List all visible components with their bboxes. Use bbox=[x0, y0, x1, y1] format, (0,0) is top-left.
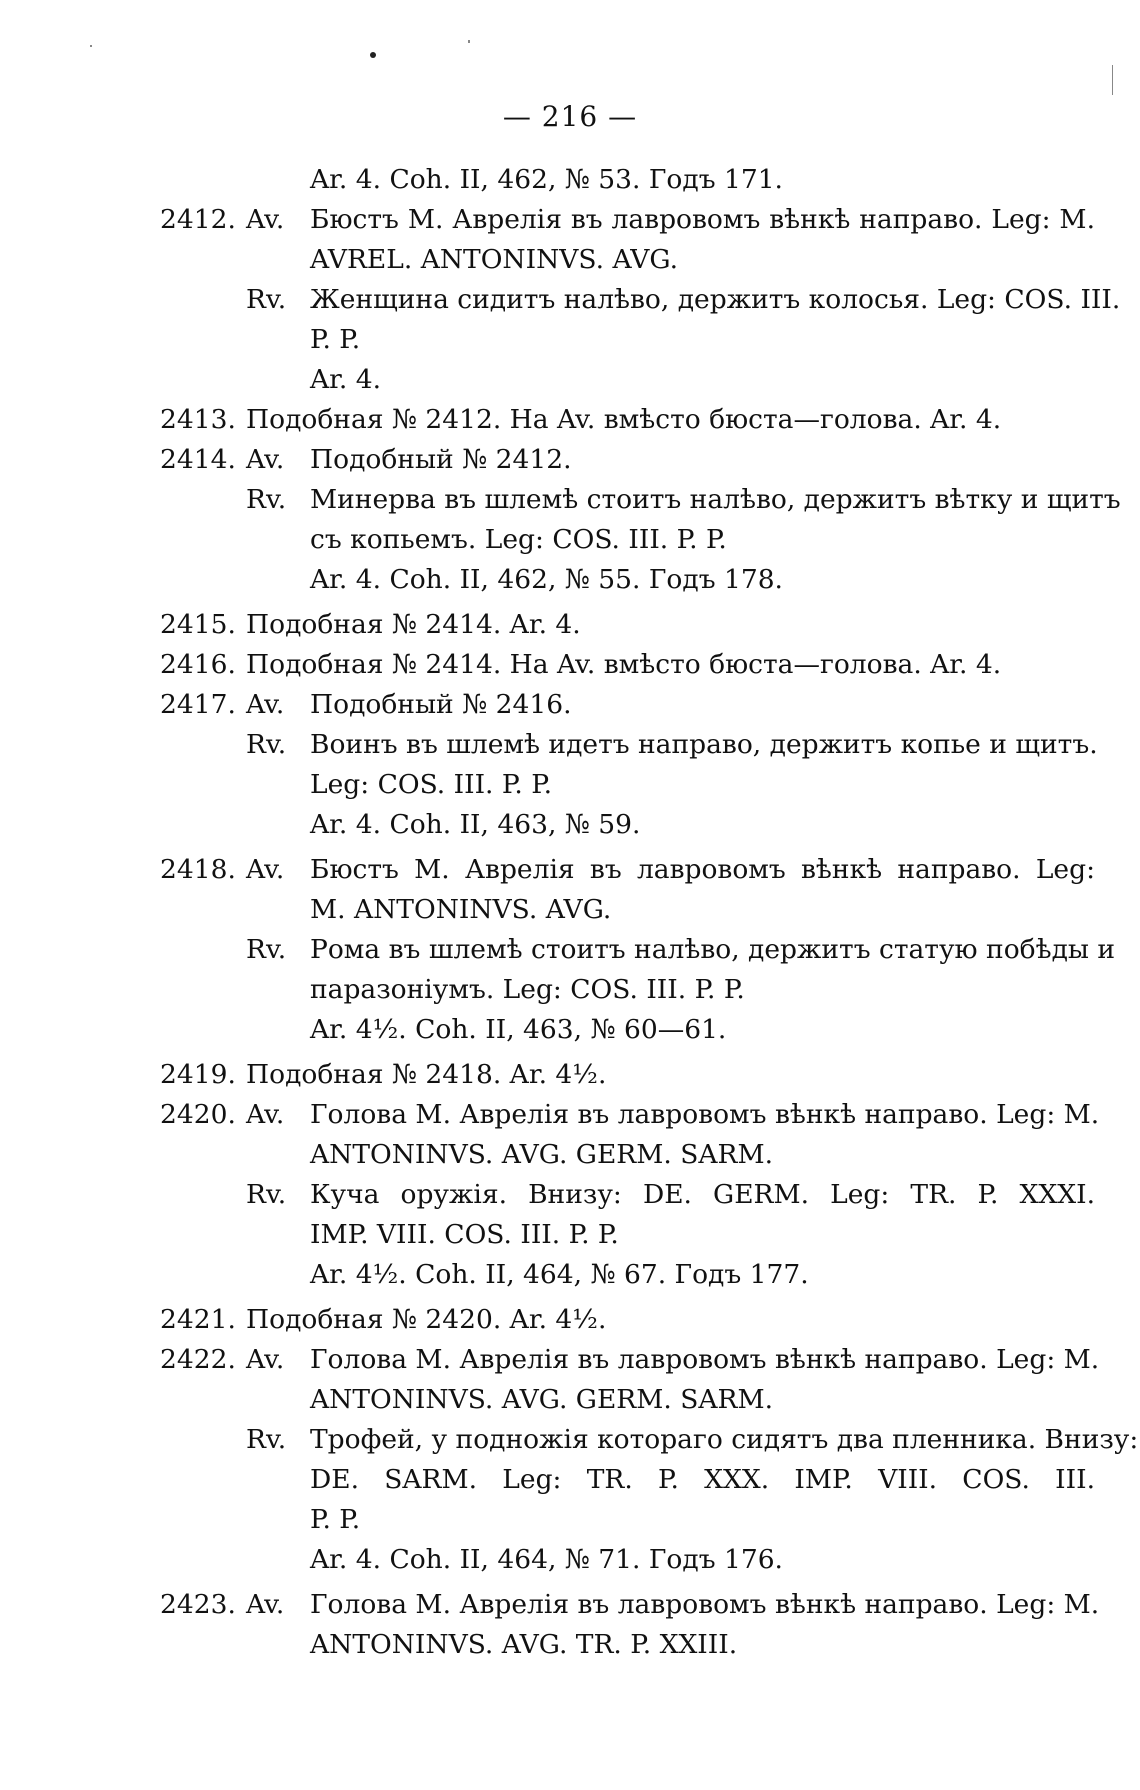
catalog-entry-line bbox=[0, 1340, 1140, 1380]
entry-number: 2422. bbox=[160, 1344, 236, 1375]
entry-text: Воинъ въ шлемѣ идетъ направо, держитъ копье и щитъ. bbox=[310, 729, 1098, 760]
reverse-label: Rv. bbox=[246, 484, 287, 515]
entry-text: Женщина сидитъ налѣво, держитъ колосья. Leg: COS. III. bbox=[310, 284, 1121, 315]
entry-number: 2418. bbox=[160, 854, 236, 885]
catalog-entry-line bbox=[0, 685, 1140, 725]
catalog-line bbox=[0, 160, 1140, 200]
entry-text: Подобная № 2414. На Av. вмѣсто бюста—голова. Ar. 4. bbox=[246, 649, 1002, 680]
obverse-label: Av. bbox=[246, 444, 285, 475]
reverse-label: Rv. bbox=[246, 284, 287, 315]
reverse-label: Rv. bbox=[246, 1424, 287, 1455]
catalog-entry-line bbox=[0, 200, 1140, 240]
entry-text: Минерва въ шлемѣ стоитъ налѣво, держитъ вѣтку и щитъ bbox=[310, 484, 1121, 515]
entry-text: Бюстъ М. Аврелія въ лавровомъ вѣнкѣ направо. Leg: bbox=[310, 854, 1095, 885]
entry-number: 2413. bbox=[160, 404, 236, 435]
entry-text: Голова М. Аврелія въ лавровомъ вѣнкѣ направо. Leg: M. bbox=[310, 1589, 1100, 1620]
entry-text: Рома въ шлемѣ стоитъ налѣво, держитъ статую побѣды и bbox=[310, 934, 1116, 965]
entry-text: паразоніумъ. Leg: COS. III. P. P. bbox=[310, 974, 745, 1005]
catalog-line bbox=[0, 1215, 1140, 1255]
entry-text: P. P. bbox=[310, 324, 361, 355]
catalog-line bbox=[0, 520, 1140, 560]
entry-number: 2414. bbox=[160, 444, 236, 475]
entry-text: Подобный № 2416. bbox=[310, 689, 572, 720]
catalog-line bbox=[0, 725, 1140, 765]
entry-text: M. ANTONINVS. AVG. bbox=[310, 894, 612, 925]
print-speck bbox=[1112, 65, 1113, 95]
catalog-line bbox=[0, 240, 1140, 280]
entry-number: 2421. bbox=[160, 1304, 236, 1335]
catalog-entry-line bbox=[0, 1300, 1140, 1340]
catalog-entry-line bbox=[0, 850, 1140, 890]
entry-text: ANTONINVS. AVG. GERM. SARM. bbox=[310, 1384, 774, 1415]
entry-text: Голова М. Аврелія въ лавровомъ вѣнкѣ направо. Leg: M. bbox=[310, 1099, 1100, 1130]
reverse-label: Rv. bbox=[246, 934, 287, 965]
entry-text: Ar. 4. Coh. II, 462, № 55. Годъ 178. bbox=[310, 564, 783, 595]
catalog-line bbox=[0, 320, 1140, 360]
catalog-line bbox=[0, 1540, 1140, 1580]
entry-text: Куча оружія. Внизу: DE. GERM. Leg: TR. P. XXXI. bbox=[310, 1179, 1095, 1210]
entry-text: Ar. 4½. Coh. II, 464, № 67. Годъ 177. bbox=[310, 1259, 809, 1290]
catalog-line bbox=[0, 805, 1140, 845]
catalog-line bbox=[0, 1175, 1140, 1215]
catalog-line bbox=[0, 930, 1140, 970]
entry-number: 2412. bbox=[160, 204, 236, 235]
catalog-entry-line bbox=[0, 440, 1140, 480]
catalog-entry-line bbox=[0, 400, 1140, 440]
entry-text: AVREL. ANTONINVS. AVG. bbox=[310, 244, 679, 275]
entry-text: съ копьемъ. Leg: COS. III. P. P. bbox=[310, 524, 727, 555]
entry-text: Ar. 4. bbox=[310, 364, 382, 395]
entry-text: Подобная № 2414. Ar. 4. bbox=[246, 609, 581, 640]
catalog-entry-line bbox=[0, 1055, 1140, 1095]
entry-text: Бюстъ М. Аврелія въ лавровомъ вѣнкѣ направо. Leg: M. bbox=[310, 204, 1095, 235]
entry-text: ANTONINVS. AVG. TR. P. XXIII. bbox=[310, 1629, 738, 1660]
entry-text: Подобная № 2412. На Av. вмѣсто бюста—голова. Ar. 4. bbox=[246, 404, 1002, 435]
entry-text: Трофей, у подножія котораго сидятъ два пленника. Внизу: bbox=[310, 1424, 1139, 1455]
entry-number: 2420. bbox=[160, 1099, 236, 1130]
entry-text: Подобная № 2418. Ar. 4½. bbox=[246, 1059, 607, 1090]
reverse-label: Rv. bbox=[246, 1179, 287, 1210]
entry-text: Подобная № 2420. Ar. 4½. bbox=[246, 1304, 607, 1335]
catalog-line bbox=[0, 280, 1140, 320]
page-number: — 216 — bbox=[502, 100, 638, 133]
catalog-line bbox=[0, 1135, 1140, 1175]
entry-number: 2423. bbox=[160, 1589, 236, 1620]
obverse-label: Av. bbox=[246, 204, 285, 235]
entry-number: 2415. bbox=[160, 609, 236, 640]
catalog-entry-line bbox=[0, 605, 1140, 645]
entry-text: Leg: COS. III. P. P. bbox=[310, 769, 553, 800]
catalog-line bbox=[0, 1010, 1140, 1050]
catalog-line bbox=[0, 1460, 1140, 1500]
print-speck bbox=[90, 45, 92, 47]
entry-text: Голова М. Аврелія въ лавровомъ вѣнкѣ направо. Leg: M. bbox=[310, 1344, 1100, 1375]
entry-text: IMP. VIII. COS. III. P. P. bbox=[310, 1219, 619, 1250]
obverse-label: Av. bbox=[246, 854, 285, 885]
catalog-entry-line bbox=[0, 1585, 1140, 1625]
obverse-label: Av. bbox=[246, 1344, 285, 1375]
entry-text: DE. SARM. Leg: TR. P. XXX. IMP. VIII. COS. III. bbox=[310, 1464, 1095, 1495]
print-speck bbox=[370, 52, 376, 58]
reverse-label: Rv. bbox=[246, 729, 287, 760]
catalog-line bbox=[0, 1500, 1140, 1540]
entry-text: Ar. 4. Coh. II, 464, № 71. Годъ 176. bbox=[310, 1544, 783, 1575]
catalog-line bbox=[0, 1255, 1140, 1295]
entry-text: Ar. 4½. Coh. II, 463, № 60—61. bbox=[310, 1014, 727, 1045]
entry-text: ANTONINVS. AVG. GERM. SARM. bbox=[310, 1139, 774, 1170]
catalog-line bbox=[0, 890, 1140, 930]
catalog-line bbox=[0, 765, 1140, 805]
catalog-line bbox=[0, 560, 1140, 600]
catalog-line bbox=[0, 1380, 1140, 1420]
entry-number: 2419. bbox=[160, 1059, 236, 1090]
obverse-label: Av. bbox=[246, 1099, 285, 1130]
entry-text: Ar. 4. Coh. II, 463, № 59. bbox=[310, 809, 641, 840]
print-speck bbox=[468, 40, 470, 43]
entry-text: Подобный № 2412. bbox=[310, 444, 572, 475]
obverse-label: Av. bbox=[246, 1589, 285, 1620]
entry-number: 2416. bbox=[160, 649, 236, 680]
catalog-entry-line bbox=[0, 645, 1140, 685]
catalog-line bbox=[0, 480, 1140, 520]
entry-text: P. P. bbox=[310, 1504, 361, 1535]
catalog-line bbox=[0, 970, 1140, 1010]
catalog-line bbox=[0, 1420, 1140, 1460]
entry-number: 2417. bbox=[160, 689, 236, 720]
obverse-label: Av. bbox=[246, 689, 285, 720]
catalog-line bbox=[0, 1625, 1140, 1665]
catalog-entry-line bbox=[0, 1095, 1140, 1135]
entry-text: Ar. 4. Coh. II, 462, № 53. Годъ 171. bbox=[310, 164, 783, 195]
catalog-line bbox=[0, 360, 1140, 400]
